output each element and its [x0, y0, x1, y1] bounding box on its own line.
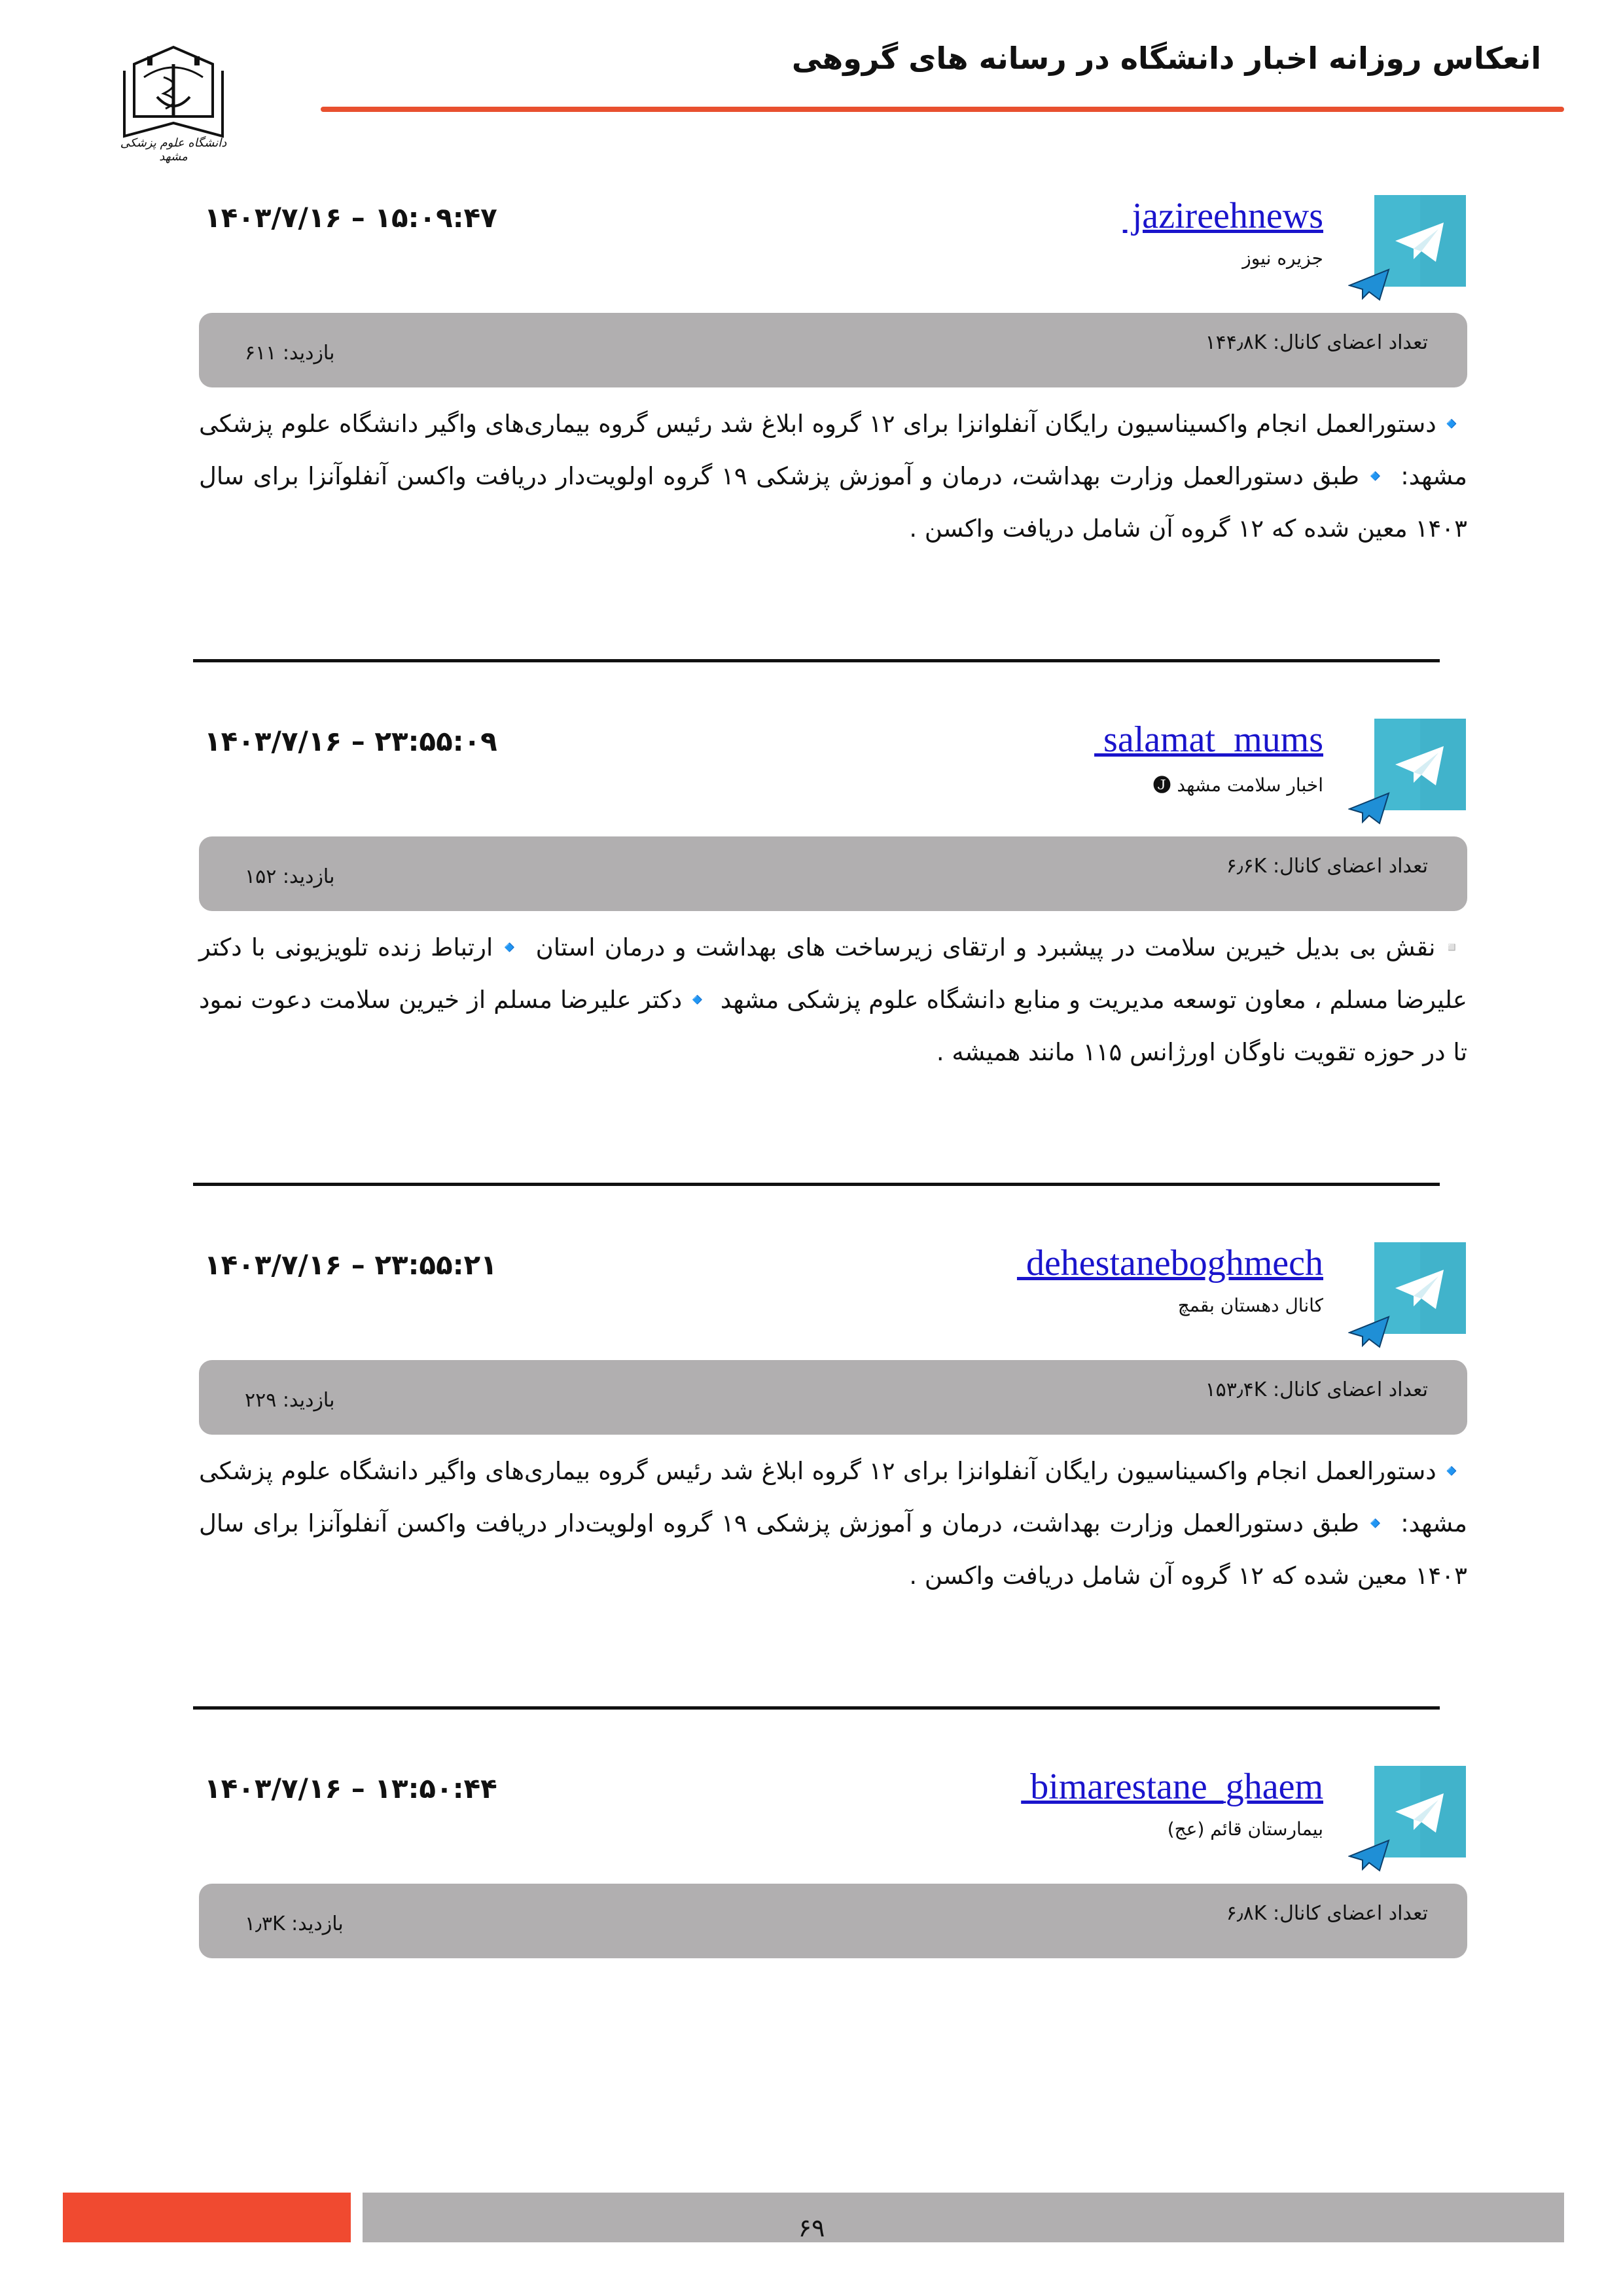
channel-description: بیمارستان قائم (عج)	[1167, 1818, 1323, 1840]
member-count: تعداد اعضای کانال: ۱۴۴٫۸K	[1205, 331, 1428, 354]
post-text: 🔹دستورالعمل انجام واکسیناسیون رایگان آنفلوانزا برای ۱۲ گروه ابلاغ شد رئیس گروه بیماری‌های واگیر دانشگاه علوم پزشکی مشهد: 🔹طبق دستورالعمل وزارت بهداشت، درمان و آموزش پزشکی ۱۹ گروه اولویت‌دار دریافت واکسن آنفلوآنزا برای سال ۱۴۰۳ معین شده که ۱۲ گروه آن شامل دریافت واکسن .	[199, 410, 1467, 543]
post-datetime: ۱۴۰۳/۷/۱۶ – ۱۵:۰۹:۴۷	[204, 202, 497, 234]
logo-caption: دانشگاه علوم پزشکی مشهد	[120, 136, 227, 164]
post-datetime: ۱۴۰۳/۷/۱۶ – ۲۳:۵۵:۰۹	[204, 725, 497, 757]
channel-description: اخبار سلامت مشهد 🅙	[1152, 774, 1323, 796]
member-count: تعداد اعضای کانال: ۶٫۸K	[1226, 1902, 1428, 1925]
member-count: تعداد اعضای کانال: ۱۵۳٫۴K	[1205, 1378, 1428, 1401]
page-number: ۶۹	[798, 2214, 825, 2242]
stats-box	[199, 1360, 1467, 1435]
news-post	[196, 719, 1466, 1229]
channel-description: جزیره نیوز	[1242, 247, 1323, 269]
footer-bar	[363, 2193, 1564, 2242]
stats-box	[199, 313, 1467, 387]
post-datetime: ۱۴۰۳/۷/۱۶ – ۱۳:۵۰:۴۴	[204, 1772, 497, 1804]
stats-box	[199, 836, 1467, 911]
news-post	[196, 195, 1466, 706]
view-count: بازدید: ۱٫۳K	[245, 1912, 344, 1935]
telegram-icon	[1374, 719, 1466, 810]
post-datetime: ۱۴۰۳/۷/۱۶ – ۲۳:۵۵:۲۱	[204, 1249, 497, 1281]
page-title: انعکاس روزانه اخبار دانشگاه در رسانه های گروهی	[791, 41, 1541, 76]
member-count: تعداد اعضای کانال: ۶٫۶K	[1226, 855, 1428, 878]
telegram-icon	[1374, 1766, 1466, 1857]
telegram-icon	[1374, 195, 1466, 287]
view-count: بازدید: ۲۲۹	[245, 1389, 335, 1412]
channel-link[interactable]: bimarestane_ghaem	[1021, 1767, 1323, 1807]
channel-link[interactable]: dehestaneboghmech	[1016, 1243, 1323, 1283]
post-text: 🔹دستورالعمل انجام واکسیناسیون رایگان آنفلوانزا برای ۱۲ گروه ابلاغ شد رئیس گروه بیماری‌های واگیر دانشگاه علوم پزشکی مشهد: 🔹طبق دستورالعمل وزارت بهداشت، درمان و آموزش پزشکی ۱۹ گروه اولویت‌دار دریافت واکسن آنفلوآنزا برای سال ۱۴۰۳ معین شده که ۱۲ گروه آن شامل دریافت واکسن .	[199, 1457, 1467, 1590]
telegram-icon	[1374, 1242, 1466, 1334]
post-separator	[193, 1706, 1440, 1710]
footer-accent-bar	[63, 2193, 351, 2242]
view-count: بازدید: ۶۱۱	[245, 342, 335, 365]
post-text: ▫️نقش بی بدیل خیرین سلامت در پیشبرد و ارتقای زیرساخت های بهداشت و درمان استان 🔹ارتباط زنده تلویزیونی با دکتر علیرضا مسلم ، معاون توسعه مدیریت و منابع دانشگاه علوم پزشکی مشهد 🔹دکتر علیرضا مسلم از خیرین سلامت دعوت نمود تا در حوزه تقویت ناوگان اورژانس ۱۱۵ مانند همیشه .	[199, 933, 1467, 1066]
stats-box	[199, 1884, 1467, 1958]
channel-description: کانال دهستان بقمچ	[1177, 1295, 1323, 1316]
view-count: بازدید: ۱۵۲	[245, 865, 335, 888]
university-logo	[108, 38, 239, 162]
header-rule	[321, 107, 1564, 112]
post-separator	[193, 659, 1440, 662]
post-separator	[193, 1183, 1440, 1186]
channel-link[interactable]: salamat_mums	[1094, 719, 1323, 760]
channel-link[interactable]: jazireehnews	[1122, 196, 1323, 236]
news-post	[196, 1242, 1466, 1753]
